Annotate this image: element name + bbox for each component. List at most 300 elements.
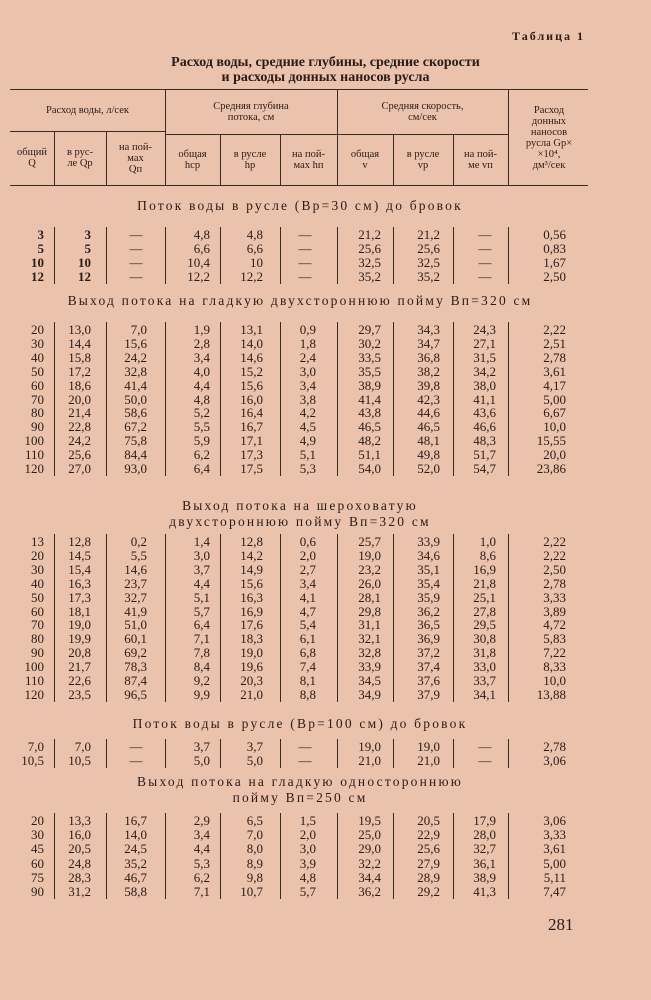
table-cell: 17,5 [240,461,263,476]
table-cell: — [298,269,312,284]
table-cell: 3,4 [193,827,210,843]
table-cell: 36,2 [358,884,381,899]
table-cell: 20,0 [68,391,91,407]
table-row [0,886,600,898]
table-cell: 51,0 [124,617,147,633]
table-cell: 15,6 [240,575,263,591]
table-cell: 2,78 [543,739,566,754]
table-cell: 16,0 [68,827,91,843]
table-cell: 16,4 [240,405,263,421]
table-cell: 2,0 [299,547,316,563]
table-cell: — [298,227,312,242]
table-cell: 15,55 [536,433,566,449]
table-cell: 39,8 [417,377,440,393]
table-cell: 48,1 [417,433,440,449]
table-cell: 0,9 [299,322,316,337]
section-title: Выход потока на гладкую одностороннюю [136,774,464,789]
table-cell: 14,9 [240,561,263,577]
table-cell: 4,4 [193,841,210,857]
table-cell: 1,67 [543,255,566,270]
table-row [0,421,600,433]
table-cell: 28,3 [68,869,91,885]
table-cell: 49,8 [417,447,440,463]
table-cell: 3,06 [543,813,566,828]
table-cell: 0,6 [299,534,316,549]
table-cell: 8,8 [299,686,316,702]
table-cell: 3,4 [299,377,316,393]
table-cell: 3,4 [193,349,210,365]
table-cell: — [129,227,143,242]
table-cell: 78,3 [124,659,147,675]
table-cell: 27,0 [68,461,91,476]
table-row [0,755,600,767]
header-sub-q-floodplain: на пой- мах Qп [119,141,152,175]
table-cell: 16,3 [68,575,91,591]
table-cell: 18,3 [240,631,263,647]
table-cell: 3,0 [193,547,210,563]
table-cell: 33,9 [417,534,440,549]
table-cell: 51,1 [358,447,381,463]
table-cell: 2,78 [543,349,566,365]
table-cell: 14,6 [124,561,147,577]
table-row [0,391,600,407]
table-cell: 2,8 [193,335,210,351]
table-cell: 19,0 [68,617,91,633]
table-cell: 22,6 [68,673,91,688]
table-cell: — [298,255,312,270]
table-cell: 12 [78,269,91,284]
table-cell: 24,3 [473,322,496,337]
table-cell: 14,2 [240,547,263,563]
table-cell: 3,8 [299,391,316,407]
table-cell: 4,5 [299,419,316,435]
table-cell: 34,7 [417,335,440,351]
table-cell: 8,6 [479,547,496,563]
table-cell: 17,1 [240,433,263,449]
table-cell: 41,4 [124,377,147,393]
table-cell: 30 [31,335,44,351]
table-cell: 15,8 [68,349,91,365]
table-cell: 24,5 [124,841,147,857]
table-cell: 1,5 [299,813,316,828]
table-cell: 46,6 [473,419,496,435]
table-cell: 13,3 [68,813,91,828]
table-cell: 35,2 [417,269,440,284]
table-cell: 32,1 [358,631,381,647]
table-cell: 5,2 [193,405,210,421]
table-cell: 7,4 [299,659,316,675]
table-cell: 17,3 [68,589,91,605]
table-cell: 20 [31,547,44,563]
table-row [0,243,600,255]
table-cell: 36,1 [473,855,496,871]
table-cell: 1,0 [479,534,496,549]
table-cell: 7,0 [27,739,44,754]
table-cell: 15,6 [124,335,147,351]
table-cell: 60 [31,603,44,619]
section-title: Поток воды в русле (Вр=30 см) до бровок [137,198,463,213]
header-sub-h-floodplain: на пой- мах hп [292,148,325,171]
table-row [0,463,600,475]
table-cell: 32,5 [358,255,381,270]
header-sub-h-channel: в русле hр [233,148,267,171]
table-cell: 5 [84,241,91,256]
table-cell: 48,2 [358,433,381,449]
header-group-velocity: Средняя скорость, см/сек [381,101,464,123]
table-row [0,843,600,855]
table-cell: 34,4 [358,869,381,885]
table-cell: 5 [37,241,44,256]
table-cell: 8,33 [543,659,566,675]
table-row [0,229,600,241]
table-cell: 13,0 [68,322,91,337]
table-cell: 21,0 [358,753,381,768]
table-cell: 100 [24,433,44,449]
table-cell: 3,7 [193,561,210,577]
table-cell: 9,2 [193,673,210,688]
table-cell: — [478,269,492,284]
table-cell: 16,9 [473,561,496,577]
table-cell: 5,3 [193,855,210,871]
table-cell: 7,0 [74,739,91,754]
table-cell: 10,0 [543,673,566,688]
table-cell: 6,4 [193,617,210,633]
table-cell: 5,7 [193,603,210,619]
table-row [0,686,600,702]
table-cell: 38,9 [358,377,381,393]
table-cell: 0,83 [543,241,566,256]
table-cell: 5,0 [246,753,263,768]
table-cell: 12,2 [187,269,210,284]
table-cell: 3,7 [246,739,263,754]
table-cell: 25,6 [68,447,91,463]
table-cell: 4,4 [193,575,210,591]
table-row [0,335,600,351]
section-title: Выход потока на шероховатую [182,498,418,513]
table-cell: 5,00 [543,391,566,407]
table-cell: 18,1 [68,603,91,619]
table-cell: 17,6 [240,617,263,633]
table-cell: 17,9 [473,813,496,828]
table-cell: 27,1 [473,335,496,351]
table-row [0,363,600,379]
table-cell: 16,7 [240,419,263,435]
table-cell: — [478,739,492,754]
table-row [0,324,600,336]
table-cell: 21,0 [417,753,440,768]
table-cell: 33,9 [358,659,381,675]
table-cell: 7,47 [543,884,566,899]
table-cell: 25,7 [358,534,381,549]
table-cell: 54,7 [473,461,496,476]
table-cell: 41,9 [124,603,147,619]
table-cell: 67,2 [124,419,147,435]
table-cell: — [478,753,492,768]
table-cell: 5,83 [543,631,566,647]
table-cell: 36,9 [417,631,440,647]
table-cell: 0,56 [543,227,566,242]
table-cell: 24,8 [68,855,91,871]
table-cell: 37,2 [417,645,440,661]
table-cell: 4,8 [246,227,263,242]
table-cell: 42,3 [417,391,440,407]
table-cell: 19,0 [358,547,381,563]
section-title: пойму Вп=250 см [232,790,368,805]
table-cell: 32,8 [358,645,381,661]
table-cell: 24,2 [124,349,147,365]
table-cell: 3 [84,227,91,242]
table-cell: 34,6 [417,547,440,563]
table-cell: 17,2 [68,363,91,379]
table-row [0,661,600,673]
table-cell: 10,5 [21,753,44,768]
title-line-2: и расходы донных наносов русла [221,70,430,85]
table-cell: 8,9 [246,855,263,871]
header-sub-v-channel: в русле vр [406,148,440,171]
table-cell: 31,2 [68,884,91,899]
table-cell: 38,9 [473,869,496,885]
table-row [0,869,600,885]
table-cell: 6,4 [193,461,210,476]
table-cell: 34,9 [358,686,381,702]
table-cell: 2,22 [543,322,566,337]
table-cell: 1,9 [193,322,210,337]
table-cell: 35,2 [358,269,381,284]
table-row [0,619,600,631]
table-cell: 3,61 [543,363,566,379]
table-cell: 19,0 [240,645,263,661]
table-cell: 80 [31,631,44,647]
table-cell: 120 [24,686,44,702]
table-cell: 15,4 [68,561,91,577]
table-cell: 15,6 [240,377,263,393]
table-cell: 5,5 [130,547,147,563]
table-cell: 43,8 [358,405,381,421]
table-cell: 10 [250,255,263,270]
table-cell: 20 [31,813,44,828]
table-cell: 20,8 [68,645,91,661]
table-cell: 50 [31,363,44,379]
table-cell: 10,7 [240,884,263,899]
table-cell: 7,0 [130,322,147,337]
table-cell: 20 [31,322,44,337]
table-cell: 4,8 [193,227,210,242]
table-cell: 10 [31,255,44,270]
table-cell: 35,4 [417,575,440,591]
table-row [0,449,600,461]
table-cell: 25,0 [358,827,381,843]
table-cell: 41,1 [473,391,496,407]
table-cell: 3,4 [299,575,316,591]
header-group-discharge: Расход воды, л/сек [46,105,129,116]
table-cell: 21,7 [68,659,91,675]
table-cell: 6,67 [543,405,566,421]
table-cell: 36,5 [417,617,440,633]
table-cell: 4,9 [299,433,316,449]
table-cell: 28,0 [473,827,496,843]
table-cell: 30,8 [473,631,496,647]
table-cell: 32,7 [124,589,147,605]
table-cell: 28,1 [358,589,381,605]
table-cell: 5,3 [299,461,316,476]
table-cell: 33,0 [473,659,496,675]
table-cell: 32,2 [358,855,381,871]
table-cell: 50,0 [124,391,147,407]
table-cell: 14,6 [240,349,263,365]
table-cell: 28,9 [417,869,440,885]
table-cell: 35,2 [124,855,147,871]
table-cell: 17,3 [240,447,263,463]
table-cell: 14,0 [124,827,147,843]
table-cell: 100 [24,659,44,675]
table-cell: 120 [24,461,44,476]
table-cell: 5,11 [543,869,566,885]
table-cell: 45 [31,841,44,857]
table-title [0,55,651,85]
table-cell: 87,4 [124,673,147,688]
table-cell: 46,5 [358,419,381,435]
table-cell: 13,1 [240,322,263,337]
table-cell: — [298,739,312,754]
table-cell: 33,5 [358,349,381,365]
table-cell: 84,4 [124,447,147,463]
table-row [0,633,600,645]
table-cell: 5,0 [193,753,210,768]
table-cell: 52,0 [417,461,440,476]
table-cell: 96,5 [124,686,147,702]
table-cell: — [129,269,143,284]
table-cell: 1,4 [193,534,210,549]
table-cell: 13,88 [536,686,566,702]
table-cell: 2,78 [543,575,566,591]
table-cell: 34,5 [358,673,381,688]
table-cell: 32,5 [417,255,440,270]
table-cell: 23,86 [536,461,566,476]
table-cell: 21,2 [417,227,440,242]
table-cell: 37,6 [417,673,440,688]
table-cell: 34,3 [417,322,440,337]
table-cell: 19,5 [358,813,381,828]
table-cell: 90 [31,884,44,899]
table-cell: 25,6 [358,241,381,256]
header-sub-v-total: общая v [350,148,380,171]
table-cell: — [298,241,312,256]
table-cell: 51,7 [473,447,496,463]
header-group-depth: Средняя глубина потока, см [213,101,289,123]
table-cell: 8,0 [246,841,263,857]
header-sub-h-total: общая hср [178,148,207,171]
table-cell: 2,9 [193,813,210,828]
table-cell: 46,7 [124,869,147,885]
table-cell: 6,1 [299,631,316,647]
table-cell: 10,0 [543,419,566,435]
table-cell: 60 [31,377,44,393]
table-cell: 6,6 [193,241,210,256]
table-cell: 32,8 [124,363,147,379]
table-cell: 34,1 [473,686,496,702]
page-label: Таблица 1 [512,29,585,43]
table-cell: — [478,241,492,256]
table-cell: — [478,255,492,270]
table-cell: 75,8 [124,433,147,449]
table-row [0,603,600,619]
table-cell: 8,4 [193,659,210,675]
table-cell: 48,3 [473,433,496,449]
table-cell: 19,0 [417,739,440,754]
table-row [0,257,600,269]
table-cell: 4,8 [299,869,316,885]
table-cell: 34,2 [473,363,496,379]
table-cell: 18,6 [68,377,91,393]
table-cell: 6,5 [246,813,263,828]
table-cell: 21,4 [68,405,91,421]
table-cell: 10,4 [187,255,210,270]
table-cell: 1,8 [299,335,316,351]
table-cell: 6,8 [299,645,316,661]
table-cell: 6,2 [193,447,210,463]
table-cell: 25,6 [417,841,440,857]
table-cell: 60,1 [124,631,147,647]
table-cell: 20,5 [68,841,91,857]
table-cell: 40 [31,575,44,591]
table-cell: 30 [31,827,44,843]
table-row [0,547,600,563]
table-row [0,377,600,393]
page-number: 281 [548,915,574,934]
table-cell: — [478,227,492,242]
table-row [0,829,600,841]
table-row [0,675,600,687]
table-cell: 37,9 [417,686,440,702]
table-cell: 30 [31,561,44,577]
table-cell: 2,7 [299,561,316,577]
table-cell: 15,2 [240,363,263,379]
table-cell: 75 [31,869,44,885]
table-cell: 5,00 [543,855,566,871]
table-cell: 3,0 [299,363,316,379]
table-cell: 3,0 [299,841,316,857]
table-cell: 58,8 [124,884,147,899]
table-cell: 7,0 [246,827,263,843]
table-cell: 21,8 [473,575,496,591]
table-cell: 29,2 [417,884,440,899]
section-title: Поток воды в русле (Вр=100 см) до бровок [132,716,468,731]
table-cell: 20,0 [543,447,566,463]
table-row [0,575,600,591]
header-sub-v-floodplain: на пой- ме vп [464,148,497,171]
table-cell: 12 [31,269,44,284]
table-cell: 38,2 [417,363,440,379]
table-cell: 10,5 [68,753,91,768]
table-cell: 24,2 [68,433,91,449]
table-cell: 2,50 [543,561,566,577]
table-cell: 20,5 [417,813,440,828]
table-cell: 44,6 [417,405,440,421]
table-row [0,536,600,548]
table-cell: 29,7 [358,322,381,337]
table-cell: 69,2 [124,645,147,661]
header-group-sediment: Расход донных наносов русла Gр× ×10⁴, дм³/сек [525,104,573,171]
table-cell: 16,7 [124,813,147,828]
table-cell: 14,5 [68,547,91,563]
table-cell: 5,1 [299,447,316,463]
table-cell: 4,0 [193,363,210,379]
table-cell: 93,0 [124,461,147,476]
table-cell: 5,5 [193,419,210,435]
table-cell: 12,8 [68,534,91,549]
table-cell: 7,1 [193,884,210,899]
table-cell: 21,0 [240,686,263,702]
